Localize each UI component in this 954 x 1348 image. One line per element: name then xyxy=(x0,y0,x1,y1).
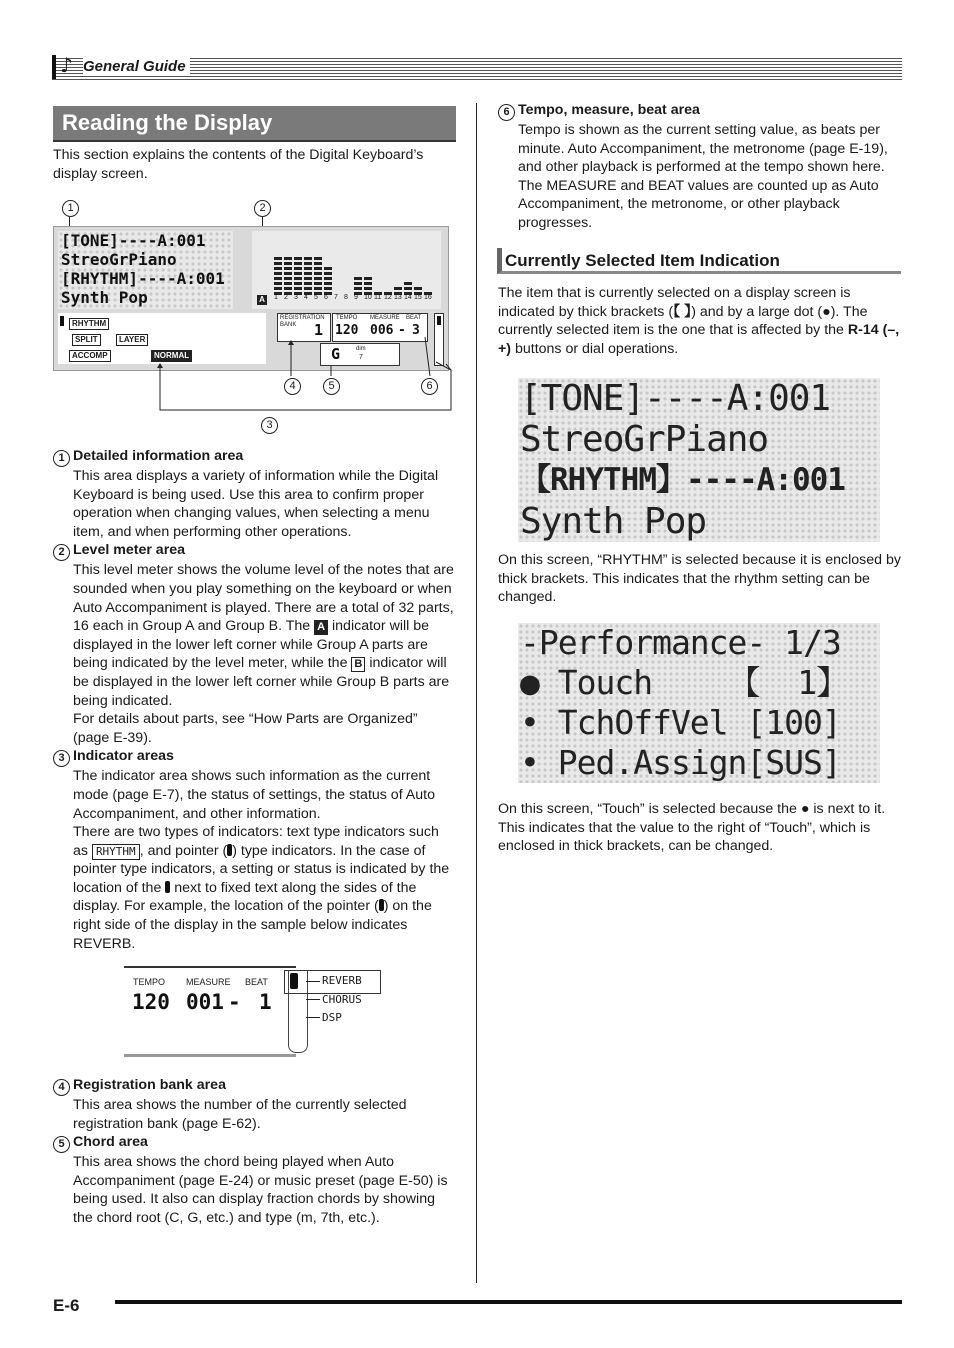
screen-touch-selected xyxy=(518,623,880,783)
page-number: E-6 xyxy=(53,1296,80,1315)
measure-value: 006 xyxy=(370,323,394,338)
header-section: General Guide xyxy=(83,58,190,75)
part-number: 7 xyxy=(334,294,338,301)
item-heading: Detailed information area xyxy=(73,448,244,464)
tempo-label: TEMPO xyxy=(336,315,358,321)
lcd-line: StreoGrPiano xyxy=(61,250,177,269)
registration-label: REGISTRATION BANK xyxy=(280,315,325,328)
item-heading: Tempo, measure, beat area xyxy=(518,102,700,118)
item-heading: Chord area xyxy=(73,1134,148,1151)
item-number: 5 xyxy=(53,1136,70,1153)
chord-ext: 7 xyxy=(359,354,363,361)
item-body: The indicator area shows such information as the current mode (page E-7), the status of settings, the status of Auto Accompaniment, and other information. xyxy=(73,768,435,822)
music-note-icon: ♪ xyxy=(60,53,73,77)
title-underline xyxy=(53,140,456,142)
item-heading: Registration bank area xyxy=(73,1077,226,1093)
item-body: There are two types of indicators: text type indicators such as RHYTHM , and pointer ( ) type indicators. In the case of pointer type indicators, a setting or status is indicated by the location of the next to fixed text along the sides of the display. For example, the location of the pointer ( ) on the right side of the display in the sample below indicates REVERB. xyxy=(73,824,450,952)
lcd-line: [TONE]----A:001 xyxy=(61,231,206,250)
selected-item-text: The item that is currently selected on a display screen is indicated by thick brackets (【 】) and by a large dot (●). The currently selected item is the one that is affected by the R-14 (–, +) buttons or dial operations. xyxy=(498,285,900,357)
part-number: 12 xyxy=(384,294,392,301)
part-number: 4 xyxy=(304,294,308,301)
screen-line: [TONE]----A:001 xyxy=(520,378,831,419)
item-body: For details about parts, see “How Parts are Organized” (page E-39). xyxy=(73,711,418,746)
part-number: 16 xyxy=(424,294,432,301)
item-heading: Level meter area xyxy=(73,542,185,559)
leader-lines xyxy=(53,198,453,433)
item-number: 6 xyxy=(498,104,515,121)
part-number: 8 xyxy=(344,294,348,301)
beat-label: BEAT xyxy=(406,315,422,321)
lcd-line: [RHYTHM]----A:001 xyxy=(61,269,225,288)
group-a-indicator: A xyxy=(257,295,267,305)
item-number: 4 xyxy=(53,1079,70,1096)
tempo-value: 120 xyxy=(132,990,170,1014)
screen-rhythm-selected xyxy=(518,378,880,542)
part-number: 2 xyxy=(284,294,288,301)
subsection-title: Currently Selected Item Indication xyxy=(497,248,901,274)
screen2-caption: On this screen, “Touch” is selected because the ● is next to it. This indicates that the value to the right of “Touch”, which is enclosed in thick brackets, can be changed. xyxy=(498,801,886,855)
screen-line: Synth Pop xyxy=(520,501,707,542)
item-heading: Indicator areas xyxy=(73,748,174,765)
part-number: 11 xyxy=(374,294,382,301)
item-body: Tempo is shown as the current setting value, as beats per minute. Auto Accompaniment, the metronome (page E-19), and other playback is performed at the tempo shown here. The MEASURE and BEAT values are counted up as Auto Accompaniment, the metronome, or other playback progresses. xyxy=(518,122,888,231)
chord-root: G xyxy=(331,345,341,363)
header-bar xyxy=(52,55,56,79)
beat-label: BEAT xyxy=(245,977,268,987)
part-number: 9 xyxy=(354,294,358,301)
screen-line: StreoGrPiano xyxy=(520,419,769,460)
display-diagram xyxy=(53,198,453,433)
part-number: 15 xyxy=(414,294,422,301)
pointer-icon xyxy=(165,881,170,893)
group-a-badge: A xyxy=(314,620,328,635)
chord-type: dim xyxy=(356,346,366,352)
beat-value: 3 xyxy=(412,323,420,338)
part-number: 10 xyxy=(364,294,372,301)
part-number: 5 xyxy=(314,294,318,301)
screen-line: • TchOffVel [100] xyxy=(520,703,841,742)
reverb-label: REVERB xyxy=(322,974,362,987)
item-body: This area shows the chord being played when Auto Accompaniment (page E-24) or music preset (page E-50) is being used. It also can display fraction chords by showing the chord root (C, G, etc.) and type (m, 7th, etc.). xyxy=(73,1154,448,1226)
accomp-indicator: ACCOMP xyxy=(69,350,111,362)
split-indicator: SPLIT xyxy=(72,334,101,346)
item-body: This area shows the number of the currently selected registration bank (page E-62). xyxy=(73,1097,407,1132)
callout-3: 3 xyxy=(261,417,278,434)
item-number: 2 xyxy=(53,544,70,561)
items-list-1 xyxy=(53,447,457,953)
item-number: 3 xyxy=(53,750,70,767)
part-number: 3 xyxy=(294,294,298,301)
group-b-badge: B xyxy=(351,657,365,672)
part-number: 6 xyxy=(324,294,328,301)
item-body: This area displays a variety of information while the Digital Keyboard is being used. Use this area to confirm proper operation when changing values, when selecting a menu item, and when performing other operations. xyxy=(73,468,439,540)
dsp-label: DSP xyxy=(322,1011,342,1024)
item-body: This level meter shows the volume level of the notes that are sounded when you play something on the keyboard or when Auto Accompaniment is played. There are a total of 32 parts, 16 each in Group A and Group B. The A indicator will be displayed in the lower left corner while Group A parts are being indicated by the level meter, while the B indicator will be displayed in the lower left corner while Group B parts are being indicated. xyxy=(73,562,454,709)
chorus-label: CHORUS xyxy=(322,993,362,1006)
measure-label: MEASURE xyxy=(186,977,231,987)
items-list-2 xyxy=(53,1076,457,1228)
column-divider xyxy=(476,103,477,1283)
measure-value: 001 xyxy=(186,990,224,1014)
lcd-line: Synth Pop xyxy=(61,288,148,307)
part-number: 13 xyxy=(394,294,402,301)
screen1-caption: On this screen, “RHYTHM” is selected because it is enclosed by thick brackets. This indicates that the rhythm setting can be changed. xyxy=(498,552,901,606)
rhythm-tag: RHYTHM xyxy=(92,844,140,860)
page-title: Reading the Display xyxy=(53,106,456,140)
beat-separator: - xyxy=(228,990,241,1014)
pointer-example-diagram xyxy=(124,958,384,1058)
screen-line: • Ped.Assign[SUS] xyxy=(520,743,841,782)
item-6 xyxy=(498,101,902,233)
footer-rule xyxy=(115,1300,902,1304)
example-lcd xyxy=(124,966,296,1057)
normal-indicator: NORMAL xyxy=(151,350,192,362)
callout-5: 5 xyxy=(323,378,340,395)
screen-line: -Performance- 1/3 xyxy=(520,623,841,662)
part-number: 1 xyxy=(274,294,278,301)
beat-value: 1 xyxy=(259,990,272,1014)
callout-4: 4 xyxy=(284,378,301,395)
tempo-value: 120 xyxy=(335,323,359,338)
callout-6: 6 xyxy=(421,378,438,395)
callout-2: 2 xyxy=(254,200,271,217)
screen-line: 【RHYTHM】----A:001 xyxy=(520,462,845,498)
measure-label: MEASURE xyxy=(370,315,400,321)
layer-indicator: LAYER xyxy=(116,334,148,346)
item-number: 1 xyxy=(53,450,70,467)
rhythm-indicator: RHYTHM xyxy=(69,318,109,330)
callout-1: 1 xyxy=(62,200,79,217)
intro-text: This section explains the contents of the Digital Keyboard’s display screen. xyxy=(53,147,424,182)
tempo-label: TEMPO xyxy=(133,977,166,987)
screen-line: ● Touch 【 1】 xyxy=(520,663,849,702)
part-number: 14 xyxy=(404,294,412,301)
registration-value: 1 xyxy=(314,321,324,339)
beat-separator: - xyxy=(398,323,406,338)
